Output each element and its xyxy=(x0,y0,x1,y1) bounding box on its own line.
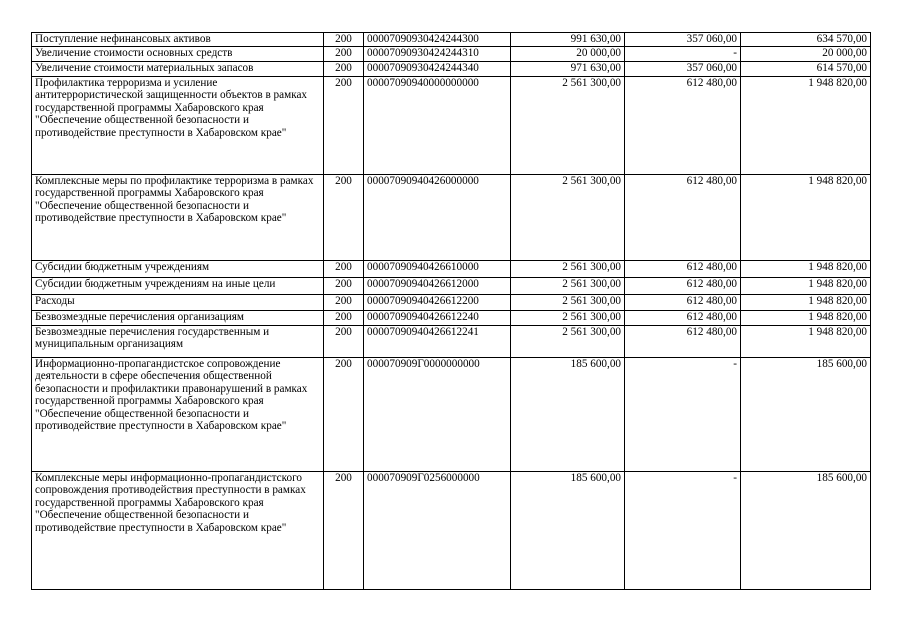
row-plan: 20 000,00 xyxy=(511,47,625,62)
table-row xyxy=(32,326,871,358)
row-kbk: 00007090940426612000 xyxy=(364,278,511,295)
row-done: - xyxy=(625,472,741,590)
row-done: 612 480,00 xyxy=(625,311,741,326)
table-row xyxy=(32,261,871,278)
row-left: 1 948 820,00 xyxy=(741,295,871,311)
row-left: 1 948 820,00 xyxy=(741,278,871,295)
row-code: 200 xyxy=(324,33,364,47)
row-kbk: 000070909Г0000000000 xyxy=(364,358,511,472)
row-kbk: 00007090940426612241 xyxy=(364,326,511,358)
row-code: 200 xyxy=(324,47,364,62)
row-left: 1 948 820,00 xyxy=(741,175,871,261)
row-plan: 185 600,00 xyxy=(511,358,625,472)
row-kbk: 00007090940426000000 xyxy=(364,175,511,261)
row-name: Безвозмездные перечисления организациям xyxy=(32,311,324,326)
row-done: 612 480,00 xyxy=(625,278,741,295)
table-row xyxy=(32,77,871,175)
row-code: 200 xyxy=(324,175,364,261)
row-name: Субсидии бюджетным учреждениям xyxy=(32,261,324,278)
row-left: 185 600,00 xyxy=(741,358,871,472)
row-kbk: 00007090940426610000 xyxy=(364,261,511,278)
row-code: 200 xyxy=(324,295,364,311)
table-row xyxy=(32,278,871,295)
row-name: Комплексные меры информационно-пропагандистского сопровождения противодействия преступности в рамках государственной программы Хабаровского края "Обеспечение общественной безопасности и противодействие преступности в Хабаровском крае" xyxy=(32,472,324,590)
row-done: - xyxy=(625,358,741,472)
row-plan: 2 561 300,00 xyxy=(511,77,625,175)
row-name: Комплексные меры по профилактике терроризма в рамках государственной программы Хабаровского края "Обеспечение общественной безопасности и противодействие преступности в Хабаровском крае" xyxy=(32,175,324,261)
row-plan: 991 630,00 xyxy=(511,33,625,47)
row-done: 612 480,00 xyxy=(625,295,741,311)
row-kbk: 00007090940426612200 xyxy=(364,295,511,311)
row-plan: 185 600,00 xyxy=(511,472,625,590)
row-plan: 2 561 300,00 xyxy=(511,311,625,326)
row-done: 612 480,00 xyxy=(625,326,741,358)
row-left: 1 948 820,00 xyxy=(741,311,871,326)
budget-execution-table xyxy=(31,32,871,590)
row-left: 1 948 820,00 xyxy=(741,261,871,278)
row-name: Поступление нефинансовых активов xyxy=(32,33,324,47)
row-plan: 2 561 300,00 xyxy=(511,278,625,295)
row-plan: 971 630,00 xyxy=(511,62,625,77)
row-kbk: 00007090930424244340 xyxy=(364,62,511,77)
row-left: 1 948 820,00 xyxy=(741,77,871,175)
row-code: 200 xyxy=(324,472,364,590)
table-row xyxy=(32,33,871,47)
table-row xyxy=(32,358,871,472)
table-row xyxy=(32,311,871,326)
row-kbk: 000070909Г0256000000 xyxy=(364,472,511,590)
row-kbk: 00007090940426612240 xyxy=(364,311,511,326)
row-done: 612 480,00 xyxy=(625,77,741,175)
row-code: 200 xyxy=(324,261,364,278)
row-left: 634 570,00 xyxy=(741,33,871,47)
row-kbk: 00007090930424244310 xyxy=(364,47,511,62)
row-name: Увеличение стоимости материальных запасов xyxy=(32,62,324,77)
row-code: 200 xyxy=(324,326,364,358)
row-left: 20 000,00 xyxy=(741,47,871,62)
row-name: Расходы xyxy=(32,295,324,311)
row-done: 612 480,00 xyxy=(625,175,741,261)
row-code: 200 xyxy=(324,358,364,472)
row-code: 200 xyxy=(324,62,364,77)
table-row xyxy=(32,62,871,77)
row-done: 357 060,00 xyxy=(625,62,741,77)
row-plan: 2 561 300,00 xyxy=(511,295,625,311)
row-name: Безвозмездные перечисления государственным и муниципальным организациям xyxy=(32,326,324,358)
row-plan: 2 561 300,00 xyxy=(511,261,625,278)
row-done: 357 060,00 xyxy=(625,33,741,47)
table-row xyxy=(32,175,871,261)
table-row xyxy=(32,295,871,311)
row-code: 200 xyxy=(324,311,364,326)
row-plan: 2 561 300,00 xyxy=(511,175,625,261)
row-left: 185 600,00 xyxy=(741,472,871,590)
row-name: Субсидии бюджетным учреждениям на иные цели xyxy=(32,278,324,295)
row-done: 612 480,00 xyxy=(625,261,741,278)
row-name: Профилактика терроризма и усиление антитеррористической защищенности объектов в рамках государственной программы Хабаровского края "Обеспечение общественной безопасности и противодействие преступности в Хабаровском крае" xyxy=(32,77,324,175)
row-name: Информационно-пропагандистское сопровождение деятельности в сфере обеспечения общественной безопасности и профилактики правонарушений в рамках государственной программы Хабаровского края "Обеспечение общественной безопасности и противодействие преступности в Хабаровском крае" xyxy=(32,358,324,472)
row-left: 1 948 820,00 xyxy=(741,326,871,358)
row-plan: 2 561 300,00 xyxy=(511,326,625,358)
row-code: 200 xyxy=(324,77,364,175)
row-left: 614 570,00 xyxy=(741,62,871,77)
row-kbk: 00007090930424244300 xyxy=(364,33,511,47)
row-code: 200 xyxy=(324,278,364,295)
table-row xyxy=(32,47,871,62)
table-row xyxy=(32,472,871,590)
row-done: - xyxy=(625,47,741,62)
row-name: Увеличение стоимости основных средств xyxy=(32,47,324,62)
row-kbk: 00007090940000000000 xyxy=(364,77,511,175)
